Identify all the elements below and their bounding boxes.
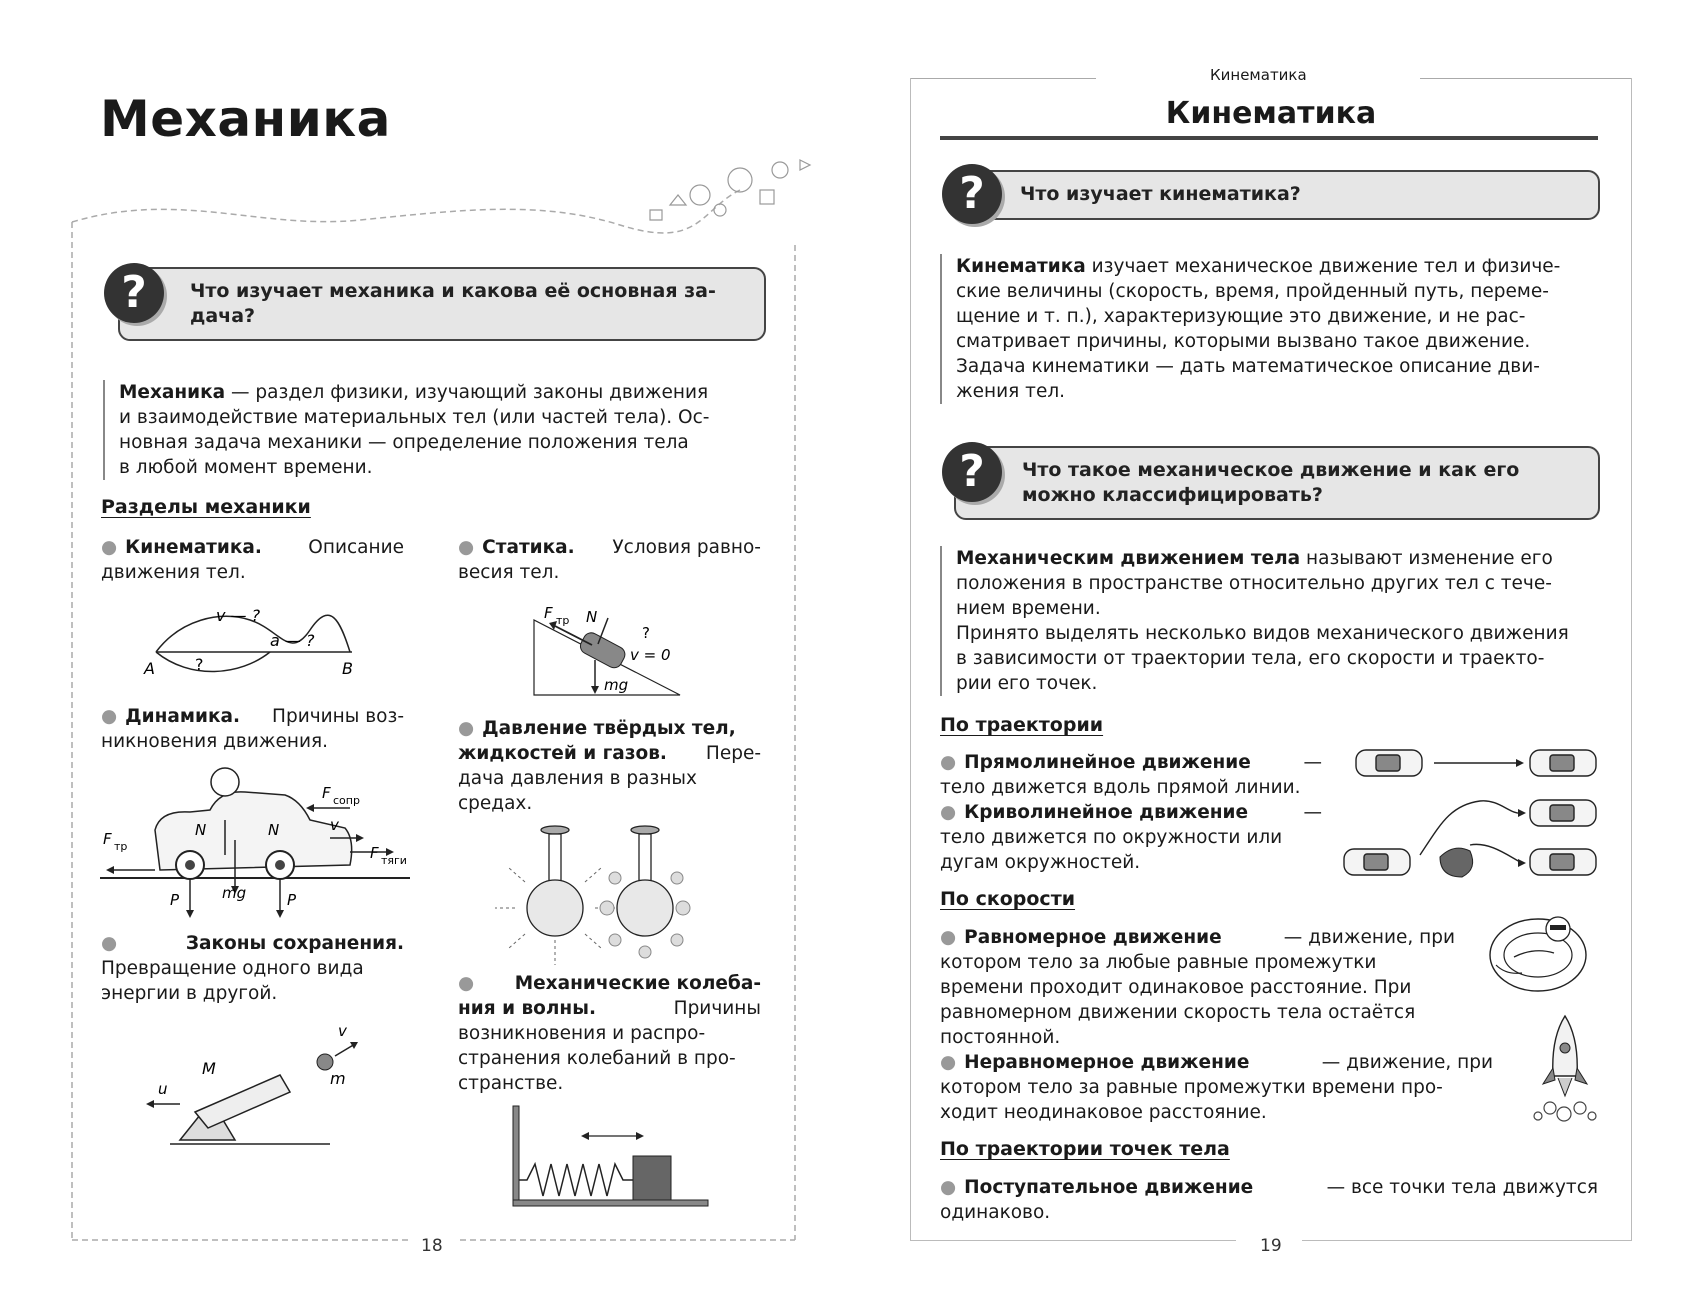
kin-label-v: v — ? <box>216 606 261 625</box>
dynamics-figure <box>100 760 420 920</box>
right-question-2-line1: Что такое механическое движение и как его <box>1022 459 1520 481</box>
sections-heading: Разделы механики <box>101 496 311 518</box>
def-text-l2: и взаимодействие материальных тел (или частей тела). Ос- <box>119 407 710 428</box>
dyn-ftr: F <box>103 830 112 848</box>
left-page-number: 18 <box>421 1236 443 1256</box>
right-question-box-2 <box>954 446 1600 520</box>
dyn-ftr-sub: тр <box>114 840 128 853</box>
item-statics: ● Статика. Условия равно- весия тел. <box>458 537 761 583</box>
item-nonuniform: ● Неравномерное движение — движение, при котором тело за равные промежутки времени про- ходит неодинаковое расстояние. <box>940 1052 1493 1123</box>
dyn-fsopr: F <box>322 784 331 802</box>
item-dynamics: ● Динамика. Причины воз- никновения движения. <box>101 706 404 752</box>
dyn-n1: N <box>195 821 207 839</box>
stat-mg: mg <box>604 676 629 694</box>
left-question-line2: дача? <box>190 305 256 327</box>
item-rectilinear: ● Прямолинейное движение — тело движется вдоль прямой линии. <box>940 752 1322 798</box>
dyn-ftyagi: F <box>370 844 379 862</box>
def-term: Механика <box>119 382 226 403</box>
trajectory-figure <box>1340 745 1610 885</box>
cons-M: M <box>202 1059 216 1078</box>
statics-figure <box>530 600 700 700</box>
right-question-1: Что изучает кинематика? <box>1020 183 1301 205</box>
mech-motion-definition: Механическим движением тела называют изменение его положения в пространстве относительно других тел с тече- нием времени. Принято выделять несколько видов механического движения в зависимости от траектории тела, его скорости и траекто- рии его точек. <box>940 546 1599 696</box>
title-underline <box>940 136 1598 140</box>
cons-u: u <box>158 1080 168 1098</box>
running-head: Кинематика <box>1210 66 1307 84</box>
item-curvilinear: ● Криволинейное движение — тело движется по окружности или дугам окружностей. <box>940 802 1322 873</box>
cons-m: m <box>330 1069 346 1088</box>
item-uniform: ● Равномерное движение — движение, при котором тело за любые равные промежутки времени проходит одинаковое расстояние. При равномерном движении скорость тела остаётся постоянной. <box>940 927 1455 1048</box>
left-page-title: Механика <box>100 90 391 148</box>
swimmer-figure <box>1480 905 1600 1005</box>
def-text-l3: новная задача механики — определение положения тела <box>119 432 689 453</box>
item-pressure: ● Давление твёрдых тел, жидкостей и газов. Пере- дача давления в разных средах. <box>458 718 761 814</box>
conservation-figure <box>140 1020 380 1160</box>
dyn-mg: mg <box>222 884 247 902</box>
question-icon: ? <box>104 263 164 323</box>
kinematics-definition: Кинематика изучает механическое движение тел и физиче- ские величины (скорость, время, пройденный путь, переме- щение и т. п.), характеризующие это движение, и не рас- сматривает причины, которыми вызвано такое движение. Задача кинематики — дать математическое описание дви- жения тел. <box>940 254 1599 404</box>
item-oscillations: ● Механические колеба- ния и волны. Причины возникновения и распро- странения колебаний в про- странстве. <box>458 973 761 1094</box>
def-text-l1: — раздел физики, изучающий законы движения <box>225 382 709 403</box>
doodle-icons <box>650 160 810 220</box>
pressure-figure <box>495 820 715 970</box>
item-conservation: ● Законы сохранения. Превращение одного вида энергии в другой. <box>101 933 404 1004</box>
stat-ftr: F <box>544 604 553 622</box>
right-page-title: Кинематика <box>1165 96 1377 131</box>
stat-ftr-sub: тр <box>556 614 570 627</box>
item-translational: ● Поступательное движение — все точки тела движутся одинаково. <box>940 1177 1598 1223</box>
stat-q: ? <box>642 624 650 642</box>
def-text-l4: в любой момент времени. <box>119 457 373 478</box>
left-question-box <box>118 267 766 341</box>
stat-n: N <box>586 608 598 626</box>
question-icon: ? <box>942 442 1002 502</box>
left-definition <box>103 380 763 480</box>
right-page-number: 19 <box>1260 1236 1282 1256</box>
cons-v: v <box>338 1022 347 1040</box>
dyn-v: v <box>330 816 339 834</box>
question-icon: ? <box>942 164 1002 224</box>
heading-trajectory: По траектории <box>940 714 1104 736</box>
stat-v0: v = 0 <box>630 646 671 664</box>
oscillations-figure <box>505 1100 715 1210</box>
dyn-p2: P <box>287 891 297 909</box>
right-question-box-1 <box>962 170 1600 220</box>
kin-label-a: a — ? <box>270 631 315 650</box>
rocket-figure <box>1530 1012 1600 1128</box>
kin-label-B: B <box>342 659 353 678</box>
dyn-p1: P <box>170 891 180 909</box>
dyn-ftyagi-sub: тяги <box>381 854 407 867</box>
heading-speed: По скорости <box>940 888 1076 910</box>
right-question-2-line2: можно классифицировать? <box>1022 484 1323 506</box>
left-question-line1: Что изучает механика и какова её основная за- <box>190 280 716 302</box>
dyn-n2: N <box>268 821 280 839</box>
kinematics-figure <box>140 600 370 680</box>
heading-points: По траектории точек тела <box>940 1138 1230 1160</box>
kin-label-q: ? <box>195 655 204 674</box>
kin-label-A: A <box>144 659 155 678</box>
item-kinematics: ● Кинематика. Описание движения тел. <box>101 537 404 583</box>
dyn-fsopr-sub: сопр <box>333 794 360 807</box>
